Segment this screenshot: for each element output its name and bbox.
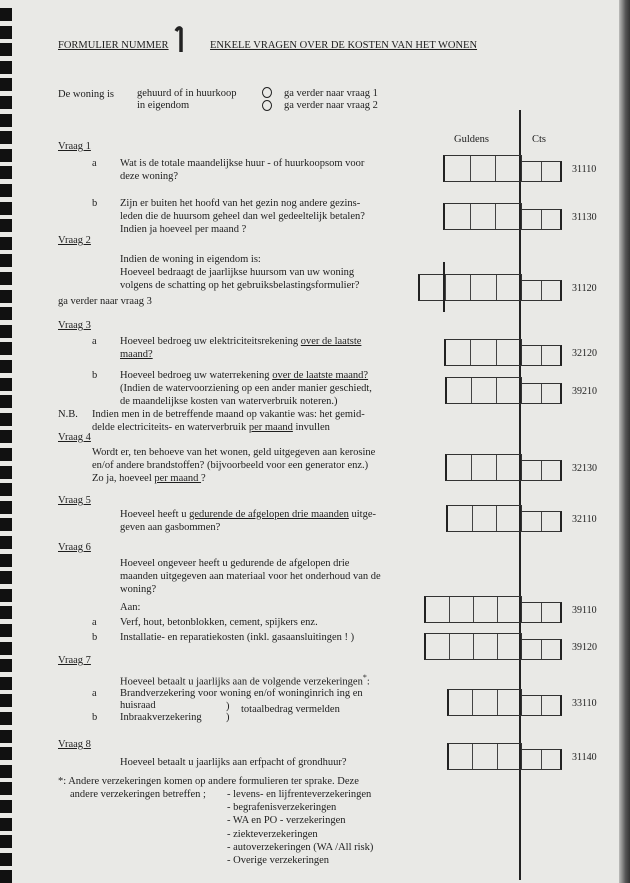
footnote-item: - WA en PO - verzekeringen [227, 815, 346, 826]
footnote-item: - levens- en lijfrenteverzekeringen [227, 789, 372, 800]
bracket: ) [226, 701, 230, 712]
digit-cell[interactable] [498, 690, 521, 715]
binding-hole [0, 26, 12, 39]
digit-cell[interactable] [498, 744, 521, 769]
footnote-text: andere verzekeringen betreffen ; [70, 789, 206, 800]
digit-cell[interactable] [448, 506, 473, 531]
digit-cell[interactable] [497, 340, 521, 365]
digit-cell[interactable] [473, 744, 497, 769]
question-text: volgens de schatting op het gebruiksbelastingsformulier? [120, 280, 360, 291]
handwritten-mark [443, 262, 445, 312]
cents-header: Cts [532, 134, 547, 145]
item-code: 33110 [572, 698, 597, 709]
page-edge [619, 0, 630, 883]
digit-cell[interactable] [450, 597, 474, 622]
digit-cell[interactable] [420, 275, 446, 300]
binding-hole [0, 43, 12, 56]
binding-hole [0, 518, 12, 531]
digit-cell[interactable] [447, 455, 472, 480]
digit-cell[interactable] [497, 506, 521, 531]
cents-input-boxes[interactable] [521, 602, 562, 623]
digit-cell[interactable] [542, 162, 561, 181]
digit-cell[interactable] [471, 204, 497, 229]
binding-hole [0, 554, 12, 567]
digit-cell[interactable] [473, 690, 497, 715]
item-code: 31140 [572, 752, 597, 763]
binding-hole [0, 642, 12, 655]
question-text: Hoeveel betaalt u jaarlijks aan erfpacht of grondhuur? [120, 757, 347, 768]
digit-cell[interactable] [449, 690, 473, 715]
intro-label: De woning is [58, 89, 114, 100]
binding-hole [0, 747, 12, 760]
question-text: Wat is de totale maandelijkse huur - of huurkoopsom voor [120, 158, 365, 169]
question-text: Hoeveel bedroeg uw elektriciteitsrekening over de laatste [120, 336, 362, 347]
digit-cell[interactable] [522, 210, 542, 229]
question-text: Wordt er, ten behoeve van het wonen, geld uitgegeven aan kerosine [92, 447, 376, 458]
guldens-input-boxes[interactable] [447, 689, 522, 716]
cents-input-boxes[interactable] [521, 280, 562, 301]
digit-cell[interactable] [445, 156, 471, 181]
guldens-header: Guldens [454, 134, 489, 145]
question-text: Aan: [120, 602, 141, 613]
digit-cell[interactable] [522, 346, 542, 365]
item-letter: a [92, 158, 97, 169]
binding-hole [0, 307, 12, 320]
question-text: (Indien de watervoorziening op een ander manier geschiedt, [120, 383, 372, 394]
footnote-text: *: Andere verzekeringen komen op andere formulieren ter sprake. Deze [58, 776, 359, 787]
binding-hole [0, 395, 12, 408]
digit-cell[interactable] [542, 281, 561, 300]
question-text: Hoeveel bedroeg uw waterrekening over de laatste maand? [120, 370, 369, 381]
digit-cell[interactable] [474, 597, 498, 622]
guldens-input-boxes[interactable] [446, 505, 522, 532]
cents-input-boxes[interactable] [521, 383, 562, 404]
digit-cell[interactable] [446, 275, 472, 300]
digit-cell[interactable] [472, 455, 497, 480]
note-text: Indien men in de betreffende maand op vakantie was: het gemid- [92, 409, 365, 420]
question-8-label: Vraag 8 [58, 739, 91, 750]
item-letter: b [92, 712, 98, 723]
question-text: geven aan gasbommen? [120, 522, 221, 533]
cents-input-boxes[interactable] [521, 639, 562, 660]
form-label: FORMULIER NUMMER [58, 40, 169, 51]
binding-hole [0, 131, 12, 144]
question-text: totaalbedrag vermelden [241, 704, 340, 715]
question-3-label: Vraag 3 [58, 320, 91, 331]
option-rented-next: ga verder naar vraag 1 [284, 88, 378, 99]
digit-cell[interactable] [496, 204, 521, 229]
guldens-input-boxes[interactable] [424, 596, 522, 623]
binding-hole [0, 870, 12, 883]
digit-cell[interactable] [497, 378, 521, 403]
digit-cell[interactable] [472, 378, 497, 403]
binding-hole [0, 254, 12, 267]
cents-input-boxes[interactable] [521, 511, 562, 532]
binding-hole [0, 782, 12, 795]
binding-hole [0, 184, 12, 197]
item-letter: b [92, 198, 98, 209]
digit-cell[interactable] [542, 210, 561, 229]
binding-hole [0, 8, 12, 21]
question-text: Zijn er buiten het hoofd van het gezin nog andere gezins- [120, 198, 361, 209]
binding-hole [0, 378, 12, 391]
question-text: Hoeveel heeft u gedurende de afgelopen drie maanden uitge- [120, 509, 376, 520]
digit-cell[interactable] [542, 461, 561, 480]
item-code: 32130 [572, 463, 597, 474]
digit-cell[interactable] [522, 640, 542, 659]
instruction-text: ga verder naar vraag 3 [58, 296, 152, 307]
binding-hole [0, 677, 12, 690]
digit-cell[interactable] [497, 455, 521, 480]
question-text: Brandverzekering voor woning en/of woninginrich ing en [120, 688, 363, 699]
binding-hole [0, 149, 12, 162]
digit-cell[interactable] [542, 750, 561, 769]
binding-hole [0, 730, 12, 743]
digit-cell[interactable] [471, 156, 497, 181]
question-text: Verf, hout, betonblokken, cement, spijkers enz. [120, 617, 318, 628]
guldens-input-boxes[interactable] [443, 155, 522, 182]
binding-hole [0, 483, 12, 496]
digit-cell[interactable] [522, 162, 542, 181]
digit-cell[interactable] [450, 634, 474, 659]
guldens-input-boxes[interactable] [424, 633, 522, 660]
binding-hole [0, 202, 12, 215]
form-number-handwritten [174, 26, 184, 54]
item-code: 32120 [572, 348, 597, 359]
option-rented-label: gehuurd of in huurkoop [137, 88, 237, 99]
item-letter: b [92, 370, 98, 381]
form-title: ENKELE VRAGEN OVER DE KOSTEN VAN HET WONEN [210, 40, 478, 51]
guldens-input-boxes[interactable] [418, 274, 522, 301]
binding-hole [0, 624, 12, 637]
footnote-item: - begrafenisverzekeringen [227, 802, 337, 813]
note-label: N.B. [58, 409, 78, 420]
binding-hole [0, 501, 12, 514]
digit-cell[interactable] [426, 634, 450, 659]
guldens-input-boxes[interactable] [445, 377, 522, 404]
binding-hole [0, 571, 12, 584]
binding-hole [0, 360, 12, 373]
question-4-label: Vraag 4 [58, 432, 91, 443]
digit-cell[interactable] [474, 634, 498, 659]
binding-hole [0, 413, 12, 426]
binding-hole [0, 659, 12, 672]
option-rented-radio[interactable] [262, 87, 272, 98]
digit-cell[interactable] [522, 750, 542, 769]
question-text: woning? [120, 584, 157, 595]
question-text: maanden uitgegeven aan materiaal voor het onderhoud van de [120, 571, 381, 582]
cents-input-boxes[interactable] [521, 749, 562, 770]
question-5-label: Vraag 5 [58, 495, 91, 506]
guldens-input-boxes[interactable] [443, 203, 522, 230]
binding-hole [0, 818, 12, 831]
footnote-item: - Overige verzekeringen [227, 855, 330, 866]
digit-cell[interactable] [522, 512, 542, 531]
question-text: deze woning? [120, 171, 179, 182]
guldens-input-boxes[interactable] [447, 743, 522, 770]
item-code: 39210 [572, 386, 597, 397]
item-code: 31110 [572, 164, 597, 175]
cents-input-boxes[interactable] [521, 695, 562, 716]
note-text: delde electriciteits- en waterverbruik per maand invullen [92, 422, 330, 433]
binding-hole [0, 466, 12, 479]
question-text: en/of andere brandstoffen? (bijvoorbeeld voor een generator enz.) [92, 460, 369, 471]
digit-cell[interactable] [473, 506, 498, 531]
option-owned-label: in eigendom [137, 100, 190, 111]
digit-cell[interactable] [542, 384, 561, 403]
binding-hole [0, 448, 12, 461]
guldens-input-boxes[interactable] [444, 339, 522, 366]
binding-hole [0, 835, 12, 848]
cents-input-boxes[interactable] [521, 460, 562, 481]
digit-cell[interactable] [542, 346, 561, 365]
question-text: Zo ja, hoeveel per maand ? [92, 473, 206, 484]
binding-hole [0, 114, 12, 127]
question-2-label: Vraag 2 [58, 235, 91, 246]
question-text: leden die de huursom geheel dan wel gedeeltelijk betalen? [120, 211, 365, 222]
digit-cell[interactable] [542, 696, 561, 715]
item-letter: a [92, 336, 97, 347]
digit-cell[interactable] [522, 384, 542, 403]
cents-input-boxes[interactable] [521, 161, 562, 182]
item-code: 31120 [572, 283, 597, 294]
digit-cell[interactable] [542, 603, 561, 622]
cents-input-boxes[interactable] [521, 209, 562, 230]
digit-cell[interactable] [471, 340, 496, 365]
binding-hole [0, 606, 12, 619]
binding-hole [0, 800, 12, 813]
binding-hole [0, 290, 12, 303]
binding-hole [0, 712, 12, 725]
item-letter: a [92, 617, 97, 628]
binding-hole [0, 589, 12, 602]
binding-hole [0, 237, 12, 250]
digit-cell[interactable] [498, 634, 521, 659]
digit-cell[interactable] [496, 156, 521, 181]
question-text: Indien ja hoeveel per maand ? [120, 224, 247, 235]
digit-cell[interactable] [542, 512, 561, 531]
digit-cell[interactable] [446, 340, 471, 365]
binding-hole [0, 166, 12, 179]
digit-cell[interactable] [445, 204, 471, 229]
digit-cell[interactable] [522, 603, 542, 622]
cents-input-boxes[interactable] [521, 345, 562, 366]
item-letter: a [92, 688, 97, 699]
question-text: Hoeveel betaalt u jaarlijks aan de volgende verzekeringen*: [120, 673, 370, 688]
digit-cell[interactable] [522, 696, 542, 715]
binding-hole [0, 342, 12, 355]
digit-cell[interactable] [426, 597, 450, 622]
guldens-input-boxes[interactable] [445, 454, 522, 481]
digit-cell[interactable] [447, 378, 472, 403]
binding-hole [0, 96, 12, 109]
digit-cell[interactable] [471, 275, 497, 300]
digit-cell[interactable] [522, 461, 542, 480]
footnote-item: - ziekteverzekeringen [227, 829, 318, 840]
digit-cell[interactable] [497, 275, 522, 300]
binding-hole [0, 272, 12, 285]
binding-hole [0, 219, 12, 232]
binding-hole [0, 853, 12, 866]
binding-hole [0, 61, 12, 74]
question-text: Hoeveel bedraagt de jaarlijkse huursom van uw woning [120, 267, 355, 278]
binding-hole [0, 694, 12, 707]
question-text: Indien de woning in eigendom is: [120, 254, 261, 265]
binding-hole [0, 765, 12, 778]
option-owned-next: ga verder naar vraag 2 [284, 100, 378, 111]
option-owned-radio[interactable] [262, 100, 272, 111]
question-text: maand? [120, 349, 153, 360]
binding-hole [0, 536, 12, 549]
question-1-label: Vraag 1 [58, 141, 91, 152]
question-6-label: Vraag 6 [58, 542, 91, 553]
item-code: 39110 [572, 605, 597, 616]
question-text: huisraad [120, 700, 156, 711]
item-code: 31130 [572, 212, 597, 223]
digit-cell[interactable] [498, 597, 521, 622]
digit-cell[interactable] [542, 640, 561, 659]
question-text: de maandelijkse kosten van waterverbruik noteren.) [120, 396, 338, 407]
binding-hole [0, 325, 12, 338]
binding-hole [0, 430, 12, 443]
question-7-label: Vraag 7 [58, 655, 91, 666]
question-text: Hoeveel ongeveer heeft u gedurende de afgelopen drie [120, 558, 350, 569]
item-letter: b [92, 632, 98, 643]
bracket: ) [226, 712, 230, 723]
question-text: Inbraakverzekering [120, 712, 202, 723]
binding-hole [0, 78, 12, 91]
item-code: 39120 [572, 642, 597, 653]
question-text: Installatie- en reparatiekosten (inkl. gasaansluitingen ! ) [120, 632, 355, 643]
digit-cell[interactable] [449, 744, 473, 769]
footnote-item: - autoverzekeringen (WA /All risk) [227, 842, 374, 853]
item-code: 32110 [572, 514, 597, 525]
digit-cell[interactable] [522, 281, 542, 300]
